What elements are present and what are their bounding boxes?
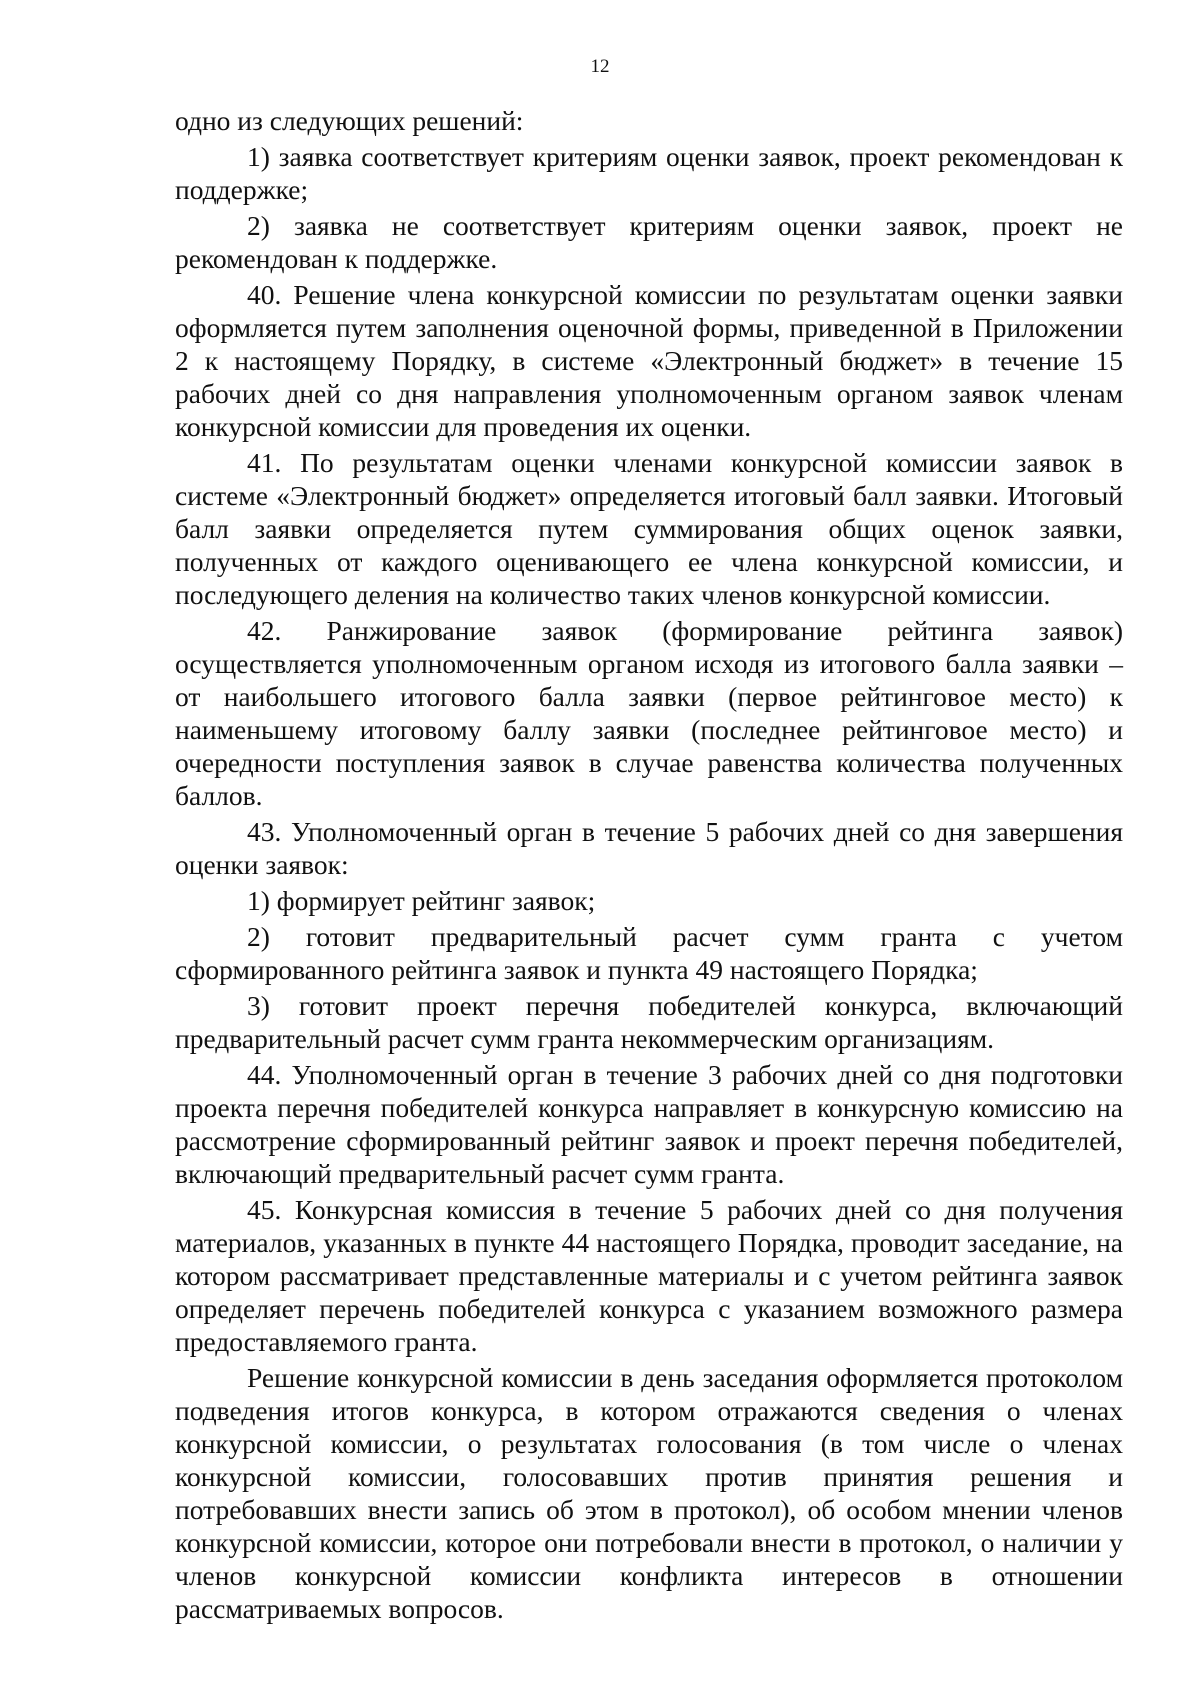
paragraph-45: 45. Конкурсная комиссия в течение 5 рабочих дней со дня получения материалов, указанных в пункте 44 настоящего Порядка, проводит заседание, на котором рассматривает представленные материалы и с учетом рейтинга заявок определяет перечень победителей конкурса с указанием возможного размера предоставляемого гранта. xyxy=(175,1194,1123,1357)
paragraph-41: 41. По результатам оценки членами конкурсной комиссии заявок в системе «Электронный бюджет» определяется итоговый балл заявки. Итоговый балл заявки определяется путем суммирования общих оценок заявки, полученных от каждого оценивающего ее члена конкурсной комиссии, и последующего деления на количество таких членов конкурсной комиссии. xyxy=(175,447,1123,610)
list-item-1: 1) заявка соответствует критериям оценки заявок, проект рекомендован к поддержке; xyxy=(175,141,1123,205)
paragraph-43: 43. Уполномоченный орган в течение 5 рабочих дней со дня завершения оценки заявок: xyxy=(175,816,1123,880)
paragraph-decision: Решение конкурсной комиссии в день заседания оформляется протоколом подведения итогов конкурса, в котором отражаются сведения о членах конкурсной комиссии, о результатах голосования (в том числе о членах конкурсной комиссии, голосовавших против принятия решения и потребовавших внести запись об этом в протокол), об особом мнении членов конкурсной комиссии, которое они потребовали внести в протокол, о наличии у членов конкурсной комиссии конфликта интересов в отношении рассматриваемых вопросов. xyxy=(175,1362,1123,1624)
list-item-2: 2) заявка не соответствует критериям оценки заявок, проект не рекомендован к поддержке. xyxy=(175,210,1123,274)
paragraph-42: 42. Ранжирование заявок (формирование рейтинга заявок) осуществляется уполномоченным органом исходя из итогового балла заявки – от наибольшего итогового балла заявки (первое рейтинговое место) к наименьшему итоговому баллу заявки (последнее рейтинговое место) и очередности поступления заявок в случае равенства количества полученных баллов. xyxy=(175,615,1123,811)
paragraph-40: 40. Решение члена конкурсной комиссии по результатам оценки заявки оформляется путем заполнения оценочной формы, приведенной в Приложении 2 к настоящему Порядку, в системе «Электронный бюджет» в течение 15 рабочих дней со дня направления уполномоченным органом заявок членам конкурсной комиссии для проведения их оценки. xyxy=(175,279,1123,442)
paragraph-44: 44. Уполномоченный орган в течение 3 рабочих дней со дня подготовки проекта перечня победителей конкурса направляет в конкурсную комиссию на рассмотрение сформированный рейтинг заявок и проект перечня победителей, включающий предварительный расчет сумм гранта. xyxy=(175,1059,1123,1189)
list-item-43-1: 1) формирует рейтинг заявок; xyxy=(247,885,596,916)
document-body xyxy=(175,104,1123,1628)
page-number: 12 xyxy=(590,56,610,77)
paragraph-intro: одно из следующих решений: xyxy=(175,105,524,136)
list-item-43-3: 3) готовит проект перечня победителей конкурса, включающий предварительный расчет сумм гранта некоммерческим организациям. xyxy=(175,990,1123,1054)
list-item-43-2: 2) готовит предварительный расчет сумм гранта с учетом сформированного рейтинга заявок и пункта 49 настоящего Порядка; xyxy=(175,921,1123,985)
